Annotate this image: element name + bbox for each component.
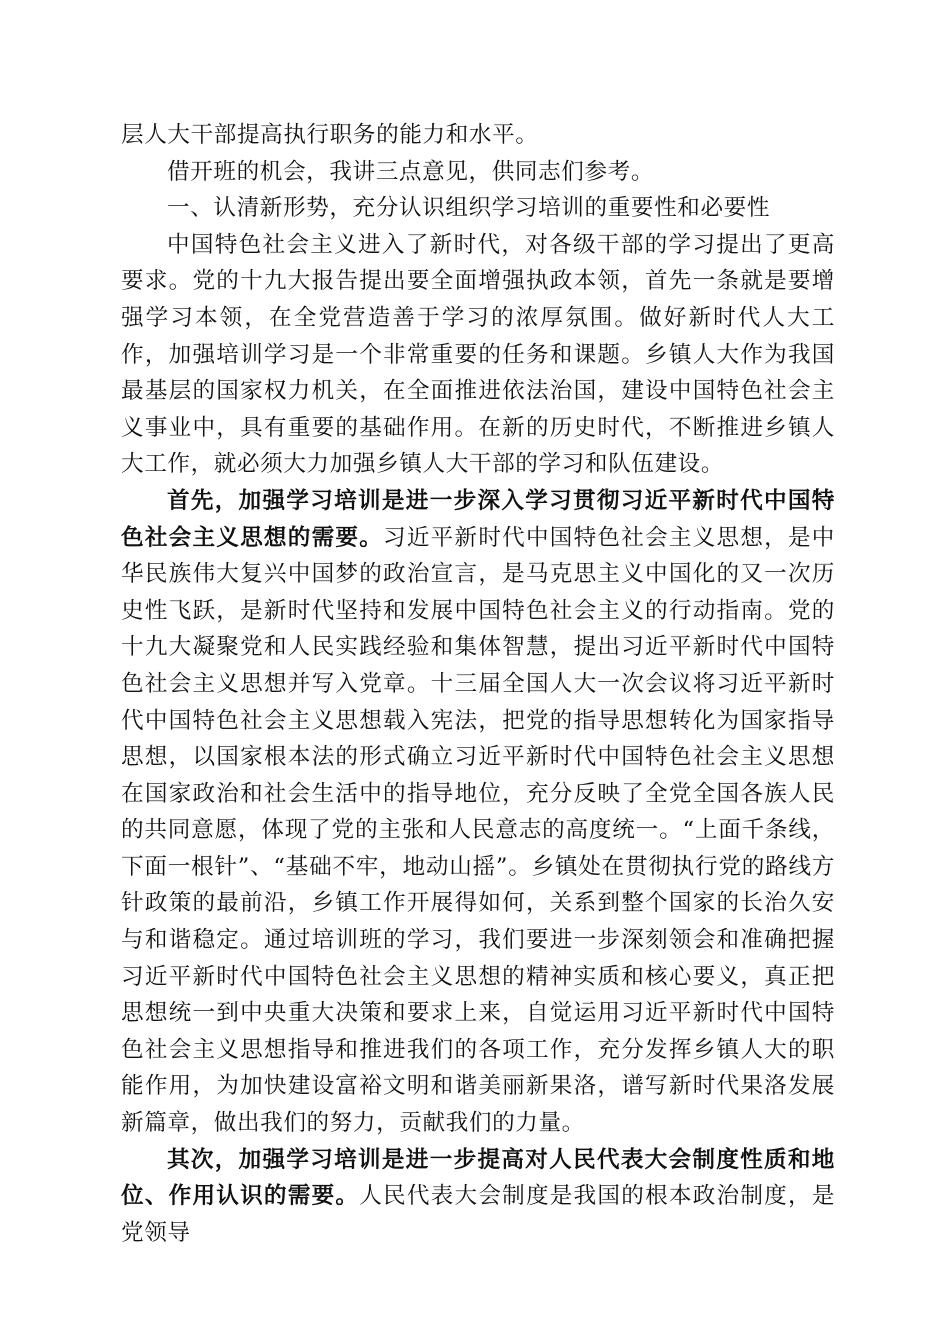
paragraph-intro: 借开班的机会，我讲三点意见，供同志们参考。: [167, 158, 655, 185]
second-point-lead: 其次，加强学习培训是进一步提高对人民代表大会制度性质和地位、作用认识的需要。: [121, 1146, 835, 1210]
paragraph-first-point: [121, 483, 835, 1142]
paragraph-second-point: [121, 1142, 835, 1252]
first-point-lead: 首先，加强学习培训是进一步深入学习贯彻习近平新时代中国特色社会主义思想的需要。: [121, 487, 835, 551]
document-body: [121, 117, 835, 1251]
first-point-body: 习近平新时代中国特色社会主义思想，是中华民族伟大复兴中国梦的政治宣言，是马克思主义中国化的又一次历史性飞跃，是新时代坚持和发展中国特色社会主义的行动指南。党的十九大凝聚党和人民实践经验和集体智慧，提出习近平新时代中国特色社会主义思想并写入党章。十三届全国人大一次会议将习近平新时代中国特色社会主义思想载入宪法，把党的指导思想转化为国家指导思想，以国家根本法的形式确立习近平新时代中国特色社会主义思想在国家政治和社会生活中的指导地位，充分反映了全党全国各族人民的共同意愿，体现了党的主张和人民意志的高度统一。“上面千条线，下面一根针”、“基础不牢，地动山摇”。乡镇处在贯彻执行党的路线方针政策的最前沿，乡镇工作开展得如何，关系到整个国家的长治久安与和谐稳定。通过培训班的学习，我们要进一步深刻领会和准确把握习近平新时代中国特色社会主义思想的精神实质和核心要义，真正把思想统一到中央重大决策和要求上来，自觉运用习近平新时代中国特色社会主义思想指导和推进我们的各项工作，充分发挥乡镇人大的职能作用，为加快建设富裕文明和谐美丽新果洛，谱写新时代果洛发展新篇章，做出我们的努力，贡献我们的力量。: [121, 524, 835, 1137]
paragraph-new-era: 中国特色社会主义进入了新时代，对各级干部的学习提出了更高要求。党的十九大报告提出要全面增强执政本领，首先一条就是要增强学习本领，在全党营造善于学习的浓厚氛围。做好新时代人大工作，加强培训学习是一个非常重要的任务和课题。乡镇人大作为我国最基层的国家权力机关，在全面推进依法治国，建设中国特色社会主义事业中，具有重要的基础作用。在新的历史时代，不断推进乡镇人大工作，就必须大力加强乡镇人大干部的学习和队伍建设。: [121, 231, 835, 478]
second-point-body: 人民代表大会制度是我国的根本政治制度，是党领导: [121, 1183, 836, 1246]
paragraph-continuation: 层人大干部提高执行职务的能力和水平。: [121, 122, 539, 148]
section-heading: 一、认清新形势，充分认识组织学习培训的重要性和必要性: [167, 195, 771, 222]
